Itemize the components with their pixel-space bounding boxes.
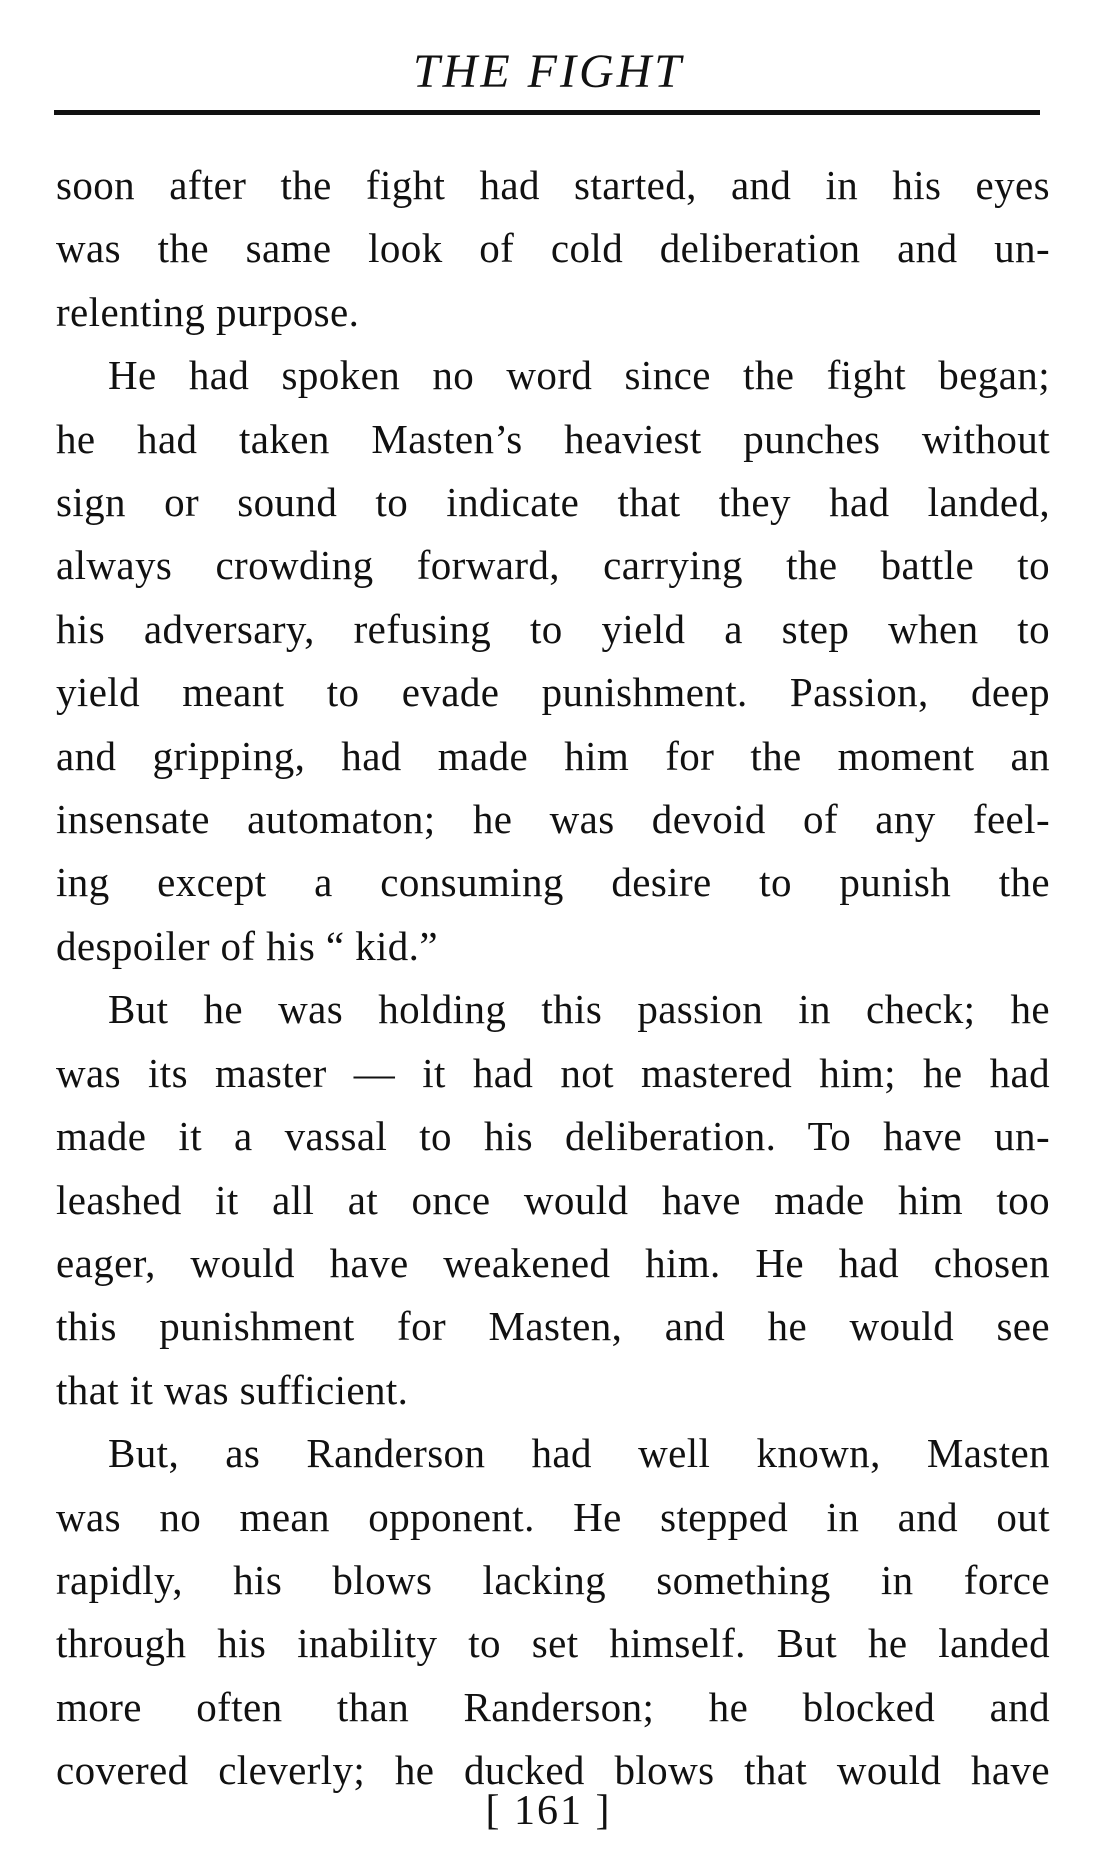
text-line: He had spoken no word since the fight began; [108,352,1050,399]
text-line: and gripping, had made him for the moment an [56,732,1050,779]
text-line: relenting purpose. [56,288,360,335]
text-line: ing except a consuming desire to punish the [56,859,1050,906]
text-line: rapidly, his blows lacking something in force [56,1556,1050,1603]
body-text [56,154,1050,1803]
page-number: [ 161 ] [485,1788,612,1834]
text-line: was no mean opponent. He stepped in and out [56,1493,1050,1540]
text-line: yield meant to evade punishment. Passion, deep [56,669,1050,716]
text-line: this punishment for Masten, and he would see [56,1303,1050,1350]
text-line: eager, would have weakened him. He had chosen [56,1239,1050,1286]
text-line: But he was holding this passion in check; he [108,986,1050,1033]
text-line: always crowding forward, carrying the battle to [56,542,1050,589]
header-rule [54,110,1040,115]
text-line: that it was sufficient. [56,1366,409,1413]
text-line: despoiler of his “ kid.” [56,922,438,969]
text-line: was its master — it had not mastered him; he had [56,1049,1050,1096]
text-line: sign or sound to indicate that they had landed, [56,479,1050,526]
running-head: THE FIGHT [412,45,684,98]
text-line: was the same look of cold deliberation and un- [56,225,1050,272]
text-line: he had taken Masten’s heaviest punches without [56,415,1050,462]
text-line: made it a vassal to his deliberation. To have un- [56,1113,1050,1160]
text-line: through his inability to set himself. But he landed [56,1620,1050,1667]
text-line: leashed it all at once would have made him too [56,1176,1050,1223]
text-line: his adversary, refusing to yield a step when to [56,605,1050,652]
text-line: But, as Randerson had well known, Masten [108,1430,1050,1477]
text-line: soon after the fight had started, and in his eyes [56,162,1050,208]
text-line: more often than Randerson; he blocked and [56,1683,1050,1730]
text-line: insensate automaton; he was devoid of any feel- [56,796,1050,843]
text-line: covered cleverly; he ducked blows that would have [56,1747,1050,1794]
